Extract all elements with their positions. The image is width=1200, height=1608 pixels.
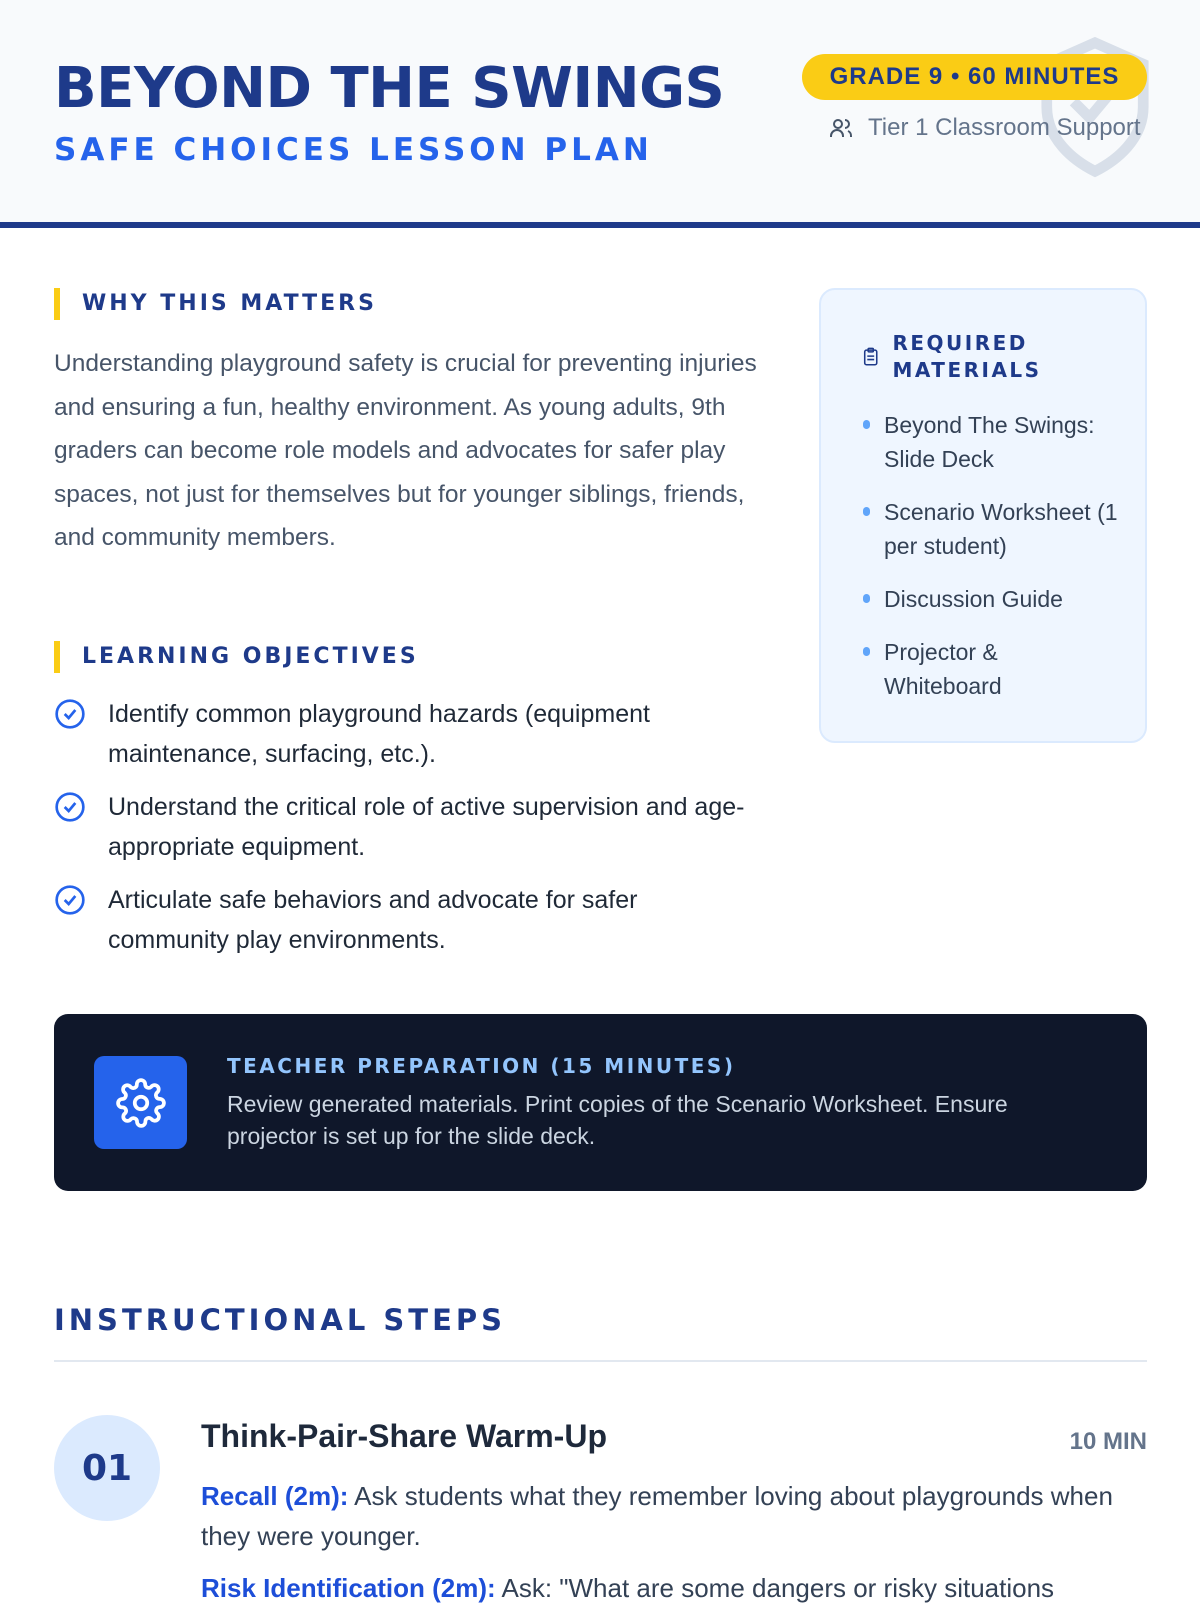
step-part: Recall (2m): Ask students what they remember loving about playgrounds when they were younger.	[201, 1481, 1113, 1551]
divider	[54, 1360, 1147, 1362]
step-title: Think-Pair-Share Warm-Up	[201, 1418, 607, 1454]
bullet-icon	[863, 594, 870, 603]
objective-item: Identify common playground hazards (equipment maintenance, surfacing, etc.).	[54, 694, 754, 774]
steps-heading: INSTRUCTIONAL STEPS	[54, 1303, 507, 1337]
tier-text: Tier 1 Classroom Support	[868, 114, 1141, 141]
material-item: Discussion Guide	[863, 582, 1123, 616]
bullet-icon	[863, 507, 870, 516]
materials-card	[819, 288, 1147, 743]
gear-icon	[94, 1056, 187, 1149]
why-text: Understanding playground safety is crucial for preventing injuries and ensuring a fun, healthy environment. As young adults, 9th graders can become role models and advocates for safer play spaces, not just for themselves but for younger siblings, friends, and community members.	[54, 350, 757, 551]
teacher-prep-box	[54, 1014, 1147, 1191]
check-circle-icon	[54, 884, 86, 916]
page-subtitle: SAFE CHOICES LESSON PLAN	[54, 132, 653, 168]
step-number: 01	[54, 1415, 160, 1521]
materials-heading: REQUIRED MATERIALS	[892, 331, 1042, 382]
clipboard-icon	[863, 346, 878, 368]
step-part: Risk Identification (2m): Ask: "What are some dangers or risky situations	[201, 1573, 1055, 1603]
check-circle-icon	[54, 791, 86, 823]
why-heading: WHY THIS MATTERS	[54, 288, 377, 320]
tier-label	[828, 114, 1141, 142]
objective-item: Understand the critical role of active supervision and age-appropriate equipment.	[54, 787, 754, 867]
objectives-heading: LEARNING OBJECTIVES	[54, 641, 419, 673]
page-title: BEYOND THE SWINGS	[54, 56, 725, 121]
grade-duration-badge: GRADE 9 • 60 MINUTES	[802, 54, 1147, 100]
bullet-icon	[863, 420, 870, 429]
prep-text: Review generated materials. Print copies of the Scenario Worksheet. Ensure projector is set up for the slide deck.	[227, 1091, 1008, 1149]
users-icon	[828, 116, 854, 140]
bullet-icon	[863, 647, 870, 656]
objective-item: Articulate safe behaviors and advocate for safer community play environments.	[54, 880, 754, 960]
check-circle-icon	[54, 698, 86, 730]
material-item: Beyond The Swings: Slide Deck	[863, 408, 1123, 476]
material-item: Projector & Whiteboard	[863, 635, 1063, 703]
step-duration: 10 MIN	[1069, 1428, 1147, 1455]
header	[0, 0, 1200, 228]
material-item: Scenario Worksheet (1 per student)	[863, 495, 1123, 563]
prep-heading: TEACHER PREPARATION (15 MINUTES)	[227, 1054, 736, 1078]
